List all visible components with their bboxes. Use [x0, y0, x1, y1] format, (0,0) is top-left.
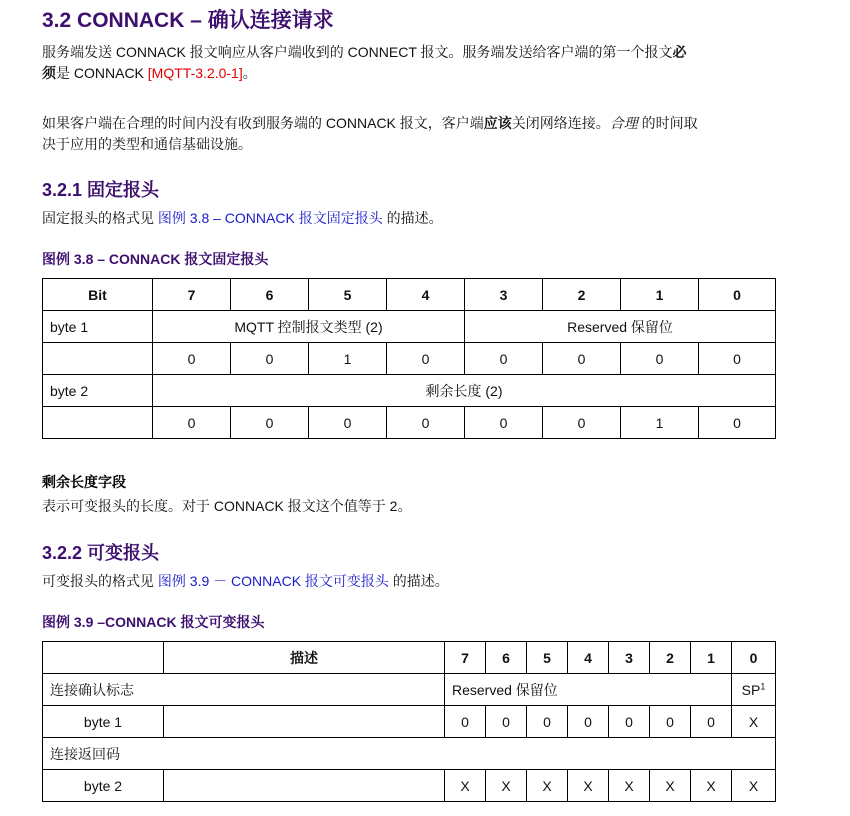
bit-cell: 0	[650, 706, 691, 738]
header-cell: 3	[465, 279, 543, 311]
figure-3-9-link[interactable]: 图例 3.9 － CONNACK 报文可变报头	[157, 573, 389, 589]
fixed-header-table	[42, 278, 776, 439]
row-label: byte 1	[43, 706, 164, 738]
bit-cell: X	[732, 770, 776, 802]
header-cell: 6	[486, 642, 527, 674]
emphasis-reasonable: 合理	[609, 115, 638, 131]
fixed-header-title: 3.2.1 固定报头	[42, 180, 160, 200]
empty-cell	[43, 407, 153, 439]
bit-cell: 0	[445, 706, 486, 738]
header-cell: 0	[732, 642, 776, 674]
row-label: byte 2	[43, 770, 164, 802]
bit-cell: 0	[465, 407, 543, 439]
header-cell: 1	[621, 279, 699, 311]
empty-cell	[164, 706, 445, 738]
bit-cell: 0	[231, 343, 309, 375]
header-cell: 4	[568, 642, 609, 674]
text: 是 CONNACK	[56, 65, 148, 81]
bit-cell: 0	[543, 343, 621, 375]
remaining-length-heading: 剩余长度字段	[42, 474, 126, 490]
text: 。	[242, 65, 257, 81]
emphasis-should: 应该	[483, 115, 512, 131]
bit-cell: X	[445, 770, 486, 802]
empty-cell	[43, 642, 164, 674]
text: 的描述。	[382, 210, 443, 226]
packet-type-cell: MQTT 控制报文类型 (2)	[153, 311, 465, 343]
fixed-header-intro	[42, 208, 443, 229]
bit-cell: 0	[387, 407, 465, 439]
table-header-row	[43, 642, 776, 674]
bit-cell: 0	[568, 706, 609, 738]
text: 的描述。	[388, 573, 449, 589]
bit-cell: 0	[609, 706, 650, 738]
text: 可变报头的格式见	[42, 573, 158, 589]
text: 的时间取	[637, 115, 698, 131]
reserved-cell: Reserved 保留位	[465, 311, 776, 343]
session-present-cell	[732, 674, 776, 706]
header-cell: 7	[153, 279, 231, 311]
emphasis-must: 须	[42, 65, 56, 81]
bit-cell: X	[527, 770, 568, 802]
variable-header-table	[42, 641, 776, 802]
bit-cell: 0	[387, 343, 465, 375]
header-cell: 6	[231, 279, 309, 311]
text: 关闭网络连接。	[511, 115, 610, 131]
header-cell: 1	[691, 642, 732, 674]
bit-cell: 0	[621, 343, 699, 375]
conformance-ref: [MQTT-3.2.0-1]	[147, 65, 243, 81]
bit-cell: 0	[486, 706, 527, 738]
bit-cell: 0	[309, 407, 387, 439]
header-cell: 7	[445, 642, 486, 674]
section-title: 3.2 CONNACK – 确认连接请求	[42, 9, 334, 32]
bit-cell: 1	[621, 407, 699, 439]
bit-cell: X	[609, 770, 650, 802]
ack-flags-label: 连接确认标志	[43, 674, 445, 706]
header-cell: 3	[609, 642, 650, 674]
bit-cell: 0	[465, 343, 543, 375]
empty-cell	[43, 343, 153, 375]
bit-cell: 0	[527, 706, 568, 738]
remaining-length-text: 表示可变报头的长度。对于 CONNACK 报文这个值等于 2。	[42, 498, 412, 514]
bit-cell: X	[732, 706, 776, 738]
variable-header-title: 3.2.2 可变报头	[42, 543, 160, 563]
footnote-marker[interactable]: 1	[760, 680, 766, 691]
bit-cell: 0	[699, 343, 776, 375]
paragraph-timeout	[42, 113, 698, 155]
figure-3-9-caption: 图例 3.9 –CONNACK 报文可变报头	[42, 614, 265, 630]
bit-cell: 1	[309, 343, 387, 375]
header-cell: 4	[387, 279, 465, 311]
bit-cell: 0	[231, 407, 309, 439]
sp-label: SP	[741, 681, 761, 698]
figure-3-8-link[interactable]: 图例 3.8 – CONNACK 报文固定报头	[157, 210, 383, 226]
text: 固定报头的格式见	[42, 210, 158, 226]
header-cell-description: 描述	[164, 642, 445, 674]
bit-cell: X	[650, 770, 691, 802]
table-row	[43, 375, 776, 407]
table-header-row	[43, 279, 776, 311]
paragraph-connack-intro	[42, 42, 687, 84]
bit-cell: 0	[153, 343, 231, 375]
bit-cell: X	[691, 770, 732, 802]
empty-cell	[164, 770, 445, 802]
bit-cell: 0	[543, 407, 621, 439]
table-row	[43, 343, 776, 375]
bit-cell: X	[568, 770, 609, 802]
bit-cell: 0	[691, 706, 732, 738]
table-row	[43, 674, 776, 706]
reserved-cell: Reserved 保留位	[445, 674, 732, 706]
header-cell: 5	[309, 279, 387, 311]
header-cell: Bit	[43, 279, 153, 311]
bit-cell: 0	[699, 407, 776, 439]
table-row	[43, 738, 776, 770]
bit-cell: X	[486, 770, 527, 802]
table-row	[43, 770, 776, 802]
header-cell: 0	[699, 279, 776, 311]
emphasis-must: 必	[672, 44, 687, 60]
text: 如果客户端在合理的时间内没有收到服务端的 CONNACK 报文，客户端	[42, 115, 484, 131]
remaining-length-cell: 剩余长度 (2)	[153, 375, 776, 407]
table-row	[43, 706, 776, 738]
table-row	[43, 407, 776, 439]
text: 服务端发送 CONNACK 报文响应从客户端收到的 CONNECT 报文。服务端发送给客户端的第一个报文	[42, 44, 673, 60]
header-cell: 5	[527, 642, 568, 674]
variable-header-intro	[42, 571, 449, 592]
figure-3-8-caption: 图例 3.8 – CONNACK 报文固定报头	[42, 251, 269, 267]
header-cell: 2	[543, 279, 621, 311]
text: 决于应用的类型和通信基础设施。	[42, 136, 252, 152]
return-code-label: 连接返回码	[43, 738, 776, 770]
row-label: byte 2	[43, 375, 153, 407]
table-row	[43, 311, 776, 343]
header-cell: 2	[650, 642, 691, 674]
row-label: byte 1	[43, 311, 153, 343]
bit-cell: 0	[153, 407, 231, 439]
